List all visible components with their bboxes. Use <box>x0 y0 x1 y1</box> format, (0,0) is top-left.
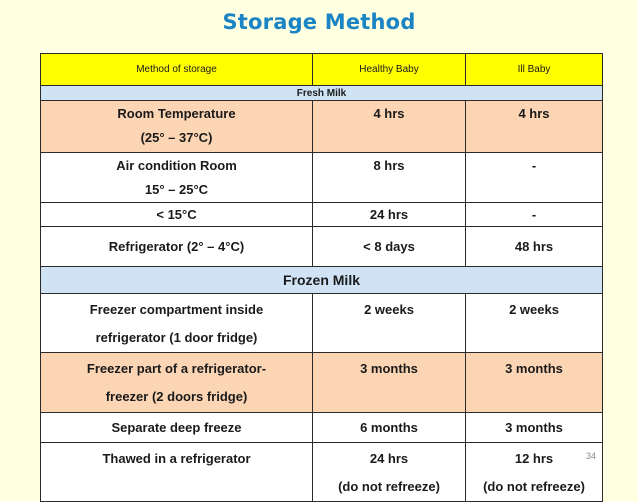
ill-baby-cell: - <box>466 203 603 227</box>
ill-baby-cell: 2 weeks <box>466 294 603 353</box>
header-healthy-baby: Healthy Baby <box>313 54 466 86</box>
method-cell <box>41 294 313 353</box>
method-line: Room Temperature <box>117 106 236 121</box>
value-line: (do not refreeze) <box>338 479 440 494</box>
method-line: Freezer part of a refrigerator- <box>86 361 267 376</box>
value-line: 24 hrs <box>369 451 409 466</box>
table-row <box>41 203 603 227</box>
page-number: 34 <box>586 451 597 461</box>
table-row <box>41 413 603 443</box>
method-line: refrigerator (1 door fridge) <box>95 330 258 345</box>
table-row <box>41 101 603 153</box>
method-line: freezer (2 doors fridge) <box>105 389 248 404</box>
method-cell <box>41 101 313 153</box>
healthy-baby-cell: 3 months <box>313 353 466 413</box>
healthy-baby-cell: < 8 days <box>313 227 466 267</box>
method-cell: Thawed in a refrigerator <box>41 443 313 502</box>
method-cell <box>41 353 313 413</box>
healthy-baby-cell: 4 hrs <box>313 101 466 153</box>
header-ill-baby: Ill Baby <box>466 54 603 86</box>
ill-baby-cell: 48 hrs <box>466 227 603 267</box>
method-cell: < 15°C <box>41 203 313 227</box>
table-row <box>41 353 603 413</box>
healthy-baby-cell: 24 hrs <box>313 203 466 227</box>
method-cell <box>41 153 313 203</box>
healthy-baby-cell: 6 months <box>313 413 466 443</box>
ill-baby-cell: 4 hrs <box>466 101 603 153</box>
table-header-row <box>41 54 603 86</box>
section-row-fresh-milk <box>41 86 603 101</box>
table-row <box>41 294 603 353</box>
ill-baby-cell: 3 months <box>466 413 603 443</box>
section-row-frozen-milk <box>41 267 603 294</box>
section-label-fresh-milk: Fresh Milk <box>41 86 603 101</box>
value-line: 12 hrs <box>514 451 554 466</box>
method-line: Air condition Room <box>116 158 237 173</box>
storage-method-table <box>40 53 603 502</box>
table-row <box>41 227 603 267</box>
method-line: (25° – 37°C) <box>140 130 213 145</box>
method-cell: Refrigerator (2° – 4°C) <box>41 227 313 267</box>
method-cell: Separate deep freeze <box>41 413 313 443</box>
method-line: Freezer compartment inside <box>89 302 264 317</box>
ill-baby-cell <box>466 443 603 502</box>
value-line: (do not refreeze) <box>483 479 585 494</box>
healthy-baby-cell <box>313 443 466 502</box>
healthy-baby-cell: 8 hrs <box>313 153 466 203</box>
table-row <box>41 443 603 502</box>
header-method: Method of storage <box>41 54 313 86</box>
page-title: Storage Method <box>222 10 416 34</box>
table-row <box>41 153 603 203</box>
healthy-baby-cell: 2 weeks <box>313 294 466 353</box>
ill-baby-cell: - <box>466 153 603 203</box>
method-line: 15° – 25°C <box>144 182 209 197</box>
ill-baby-cell: 3 months <box>466 353 603 413</box>
section-label-frozen-milk: Frozen Milk <box>41 267 603 294</box>
